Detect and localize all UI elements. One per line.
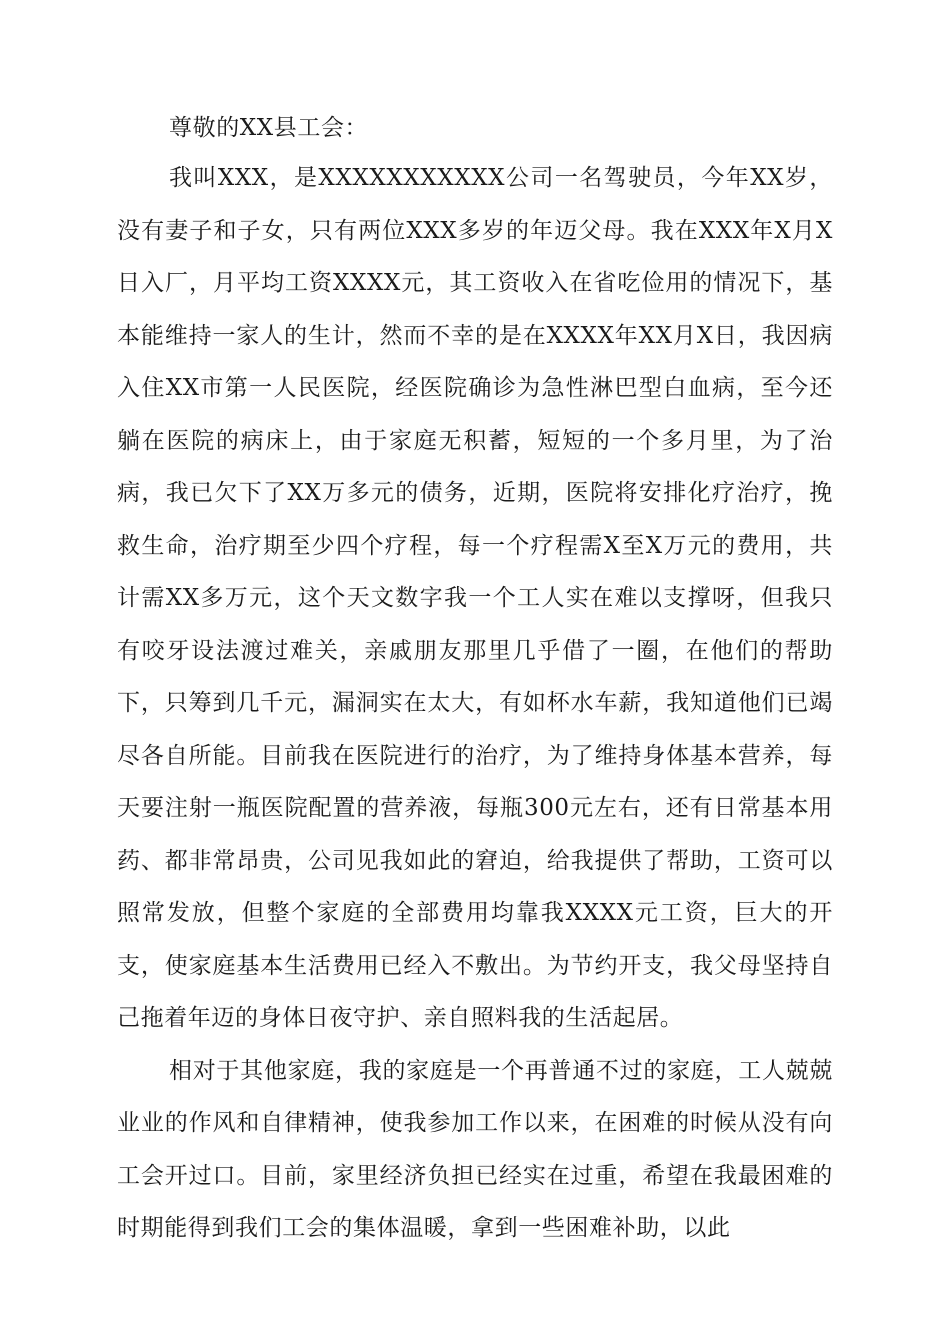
paragraph-2: 相对于其他家庭，我的家庭是一个再普通不过的家庭，工人兢兢业业的作风和自律精神，使我参加工作以来，在困难的时候从没有向工会开过口。目前，家里经济负担已经实在过重，希望在我最困难的时期能得到我们工会的集体温暖，拿到一些困难补助，以此 <box>117 1057 833 1241</box>
letter-body <box>117 104 833 1255</box>
paragraph-1: 我叫XXX，是XXXXXXXXXXX公司一名驾驶员，今年XX岁，没有妻子和子女，只有两位XXX多岁的年迈父母。我在XXX年X月X日入厂，月平均工资XXXX元，其工资收入在省吃俭用的情况下，基本能维持一家人的生计，然而不幸的是在XXXX年XX月X日，我因病入住XX市第一人民医院，经医院确诊为急性淋巴型白血病，至今还躺在医院的病床上，由于家庭无积蓄，短短的一个多月里，为了治病，我已欠下了XX万多元的债务，近期，医院将安排化疗治疗，挽救生命，治疗期至少四个疗程，每一个疗程需X至X万元的费用，共计需XX多万元，这个天文数字我一个工人实在难以支撑呀，但我只有咬牙设法渡过难关，亲戚朋友那里几乎借了一圈，在他们的帮助下，只筹到几千元，漏洞实在太大，有如杯水车薪，我知道他们已竭尽各自所能。目前我在医院进行的治疗，为了维持身体基本营养，每天要注射一瓶医院配置的营养液，每瓶300元左右，还有日常基本用药、都非常昂贵，公司见我如此的窘迫，给我提供了帮助，工资可以照常发放，但整个家庭的全部费用均靠我XXXX元工资，巨大的开支，使家庭基本生活费用已经入不敷出。为节约开支，我父母坚持自己拖着年迈的身体日夜守护、亲自照料我的生活起居。 <box>117 165 833 1031</box>
salutation: 尊敬的XX县工会： <box>169 115 369 141</box>
